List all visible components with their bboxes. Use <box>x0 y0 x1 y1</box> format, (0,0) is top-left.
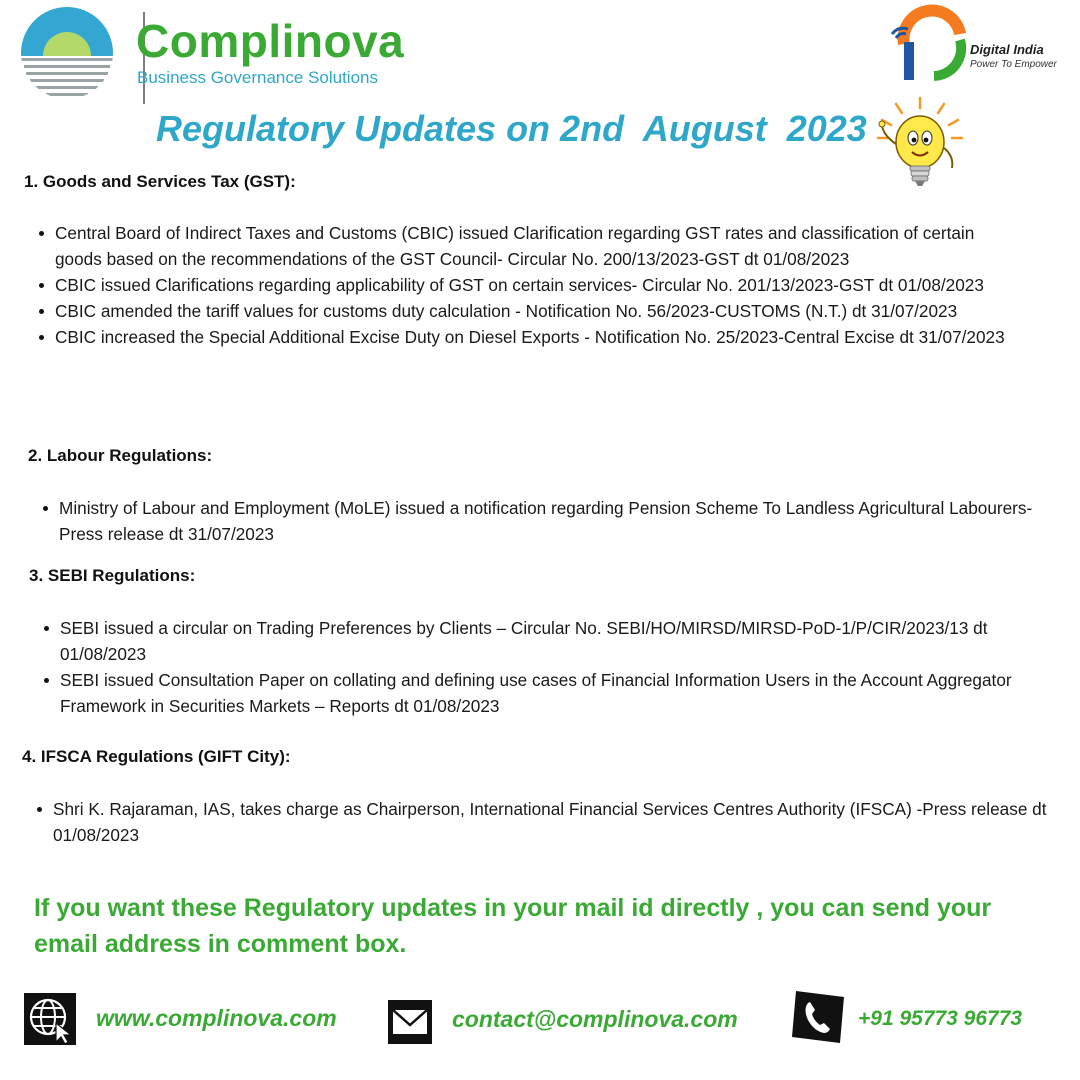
page-title: Regulatory Updates on 2nd August 2023 <box>156 108 867 149</box>
complinova-logo <box>20 6 420 102</box>
subscribe-message: If you want these Regulatory updates in your mail id directly , you can send your email address in comment box. <box>34 894 992 958</box>
brand-tagline: Business Governance Solutions <box>137 68 378 87</box>
sebi-update-list <box>60 615 1050 719</box>
ifsca-update-list <box>53 796 1053 848</box>
digital-india-logo-icon <box>890 4 972 86</box>
section-heading-ifsca: 4. IFSCA Regulations (GIFT City): <box>22 747 291 766</box>
phone-link[interactable]: +91 95773 96773 <box>858 1007 1023 1030</box>
list-item: SEBI issued Consultation Paper on collating and defining use cases of Financial Information Users in the Account Aggregator Framework in Securities Markets – Reports dt 01/08/2023 <box>60 667 1050 719</box>
email-link[interactable]: contact@complinova.com <box>452 1006 738 1032</box>
section-heading-sebi: 3. SEBI Regulations: <box>29 566 196 585</box>
list-item: Central Board of Indirect Taxes and Customs (CBIC) issued Clarification regarding GST rates and classification of certain goods based on the recommendations of the GST Council- Circular No. 200/13/2023-GST dt 01/08/2023 <box>55 220 1015 272</box>
section-heading-gst: 1. Goods and Services Tax (GST): <box>24 172 296 191</box>
lightbulb-icon <box>872 96 968 196</box>
list-item: SEBI issued a circular on Trading Preferences by Clients – Circular No. SEBI/HO/MIRSD/MIRSD-PoD-1/P/CIR/2023/13 dt 01/08/2023 <box>60 615 1050 667</box>
website-link[interactable]: www.complinova.com <box>96 1005 337 1031</box>
digital-india-logo <box>890 4 1070 86</box>
list-item: Ministry of Labour and Employment (MoLE) issued a notification regarding Pension Scheme To Landless Agricultural Labourers- Press release dt 31/07/2023 <box>59 495 1049 547</box>
phone-handset-icon <box>790 989 846 1045</box>
partner-name: Digital India <box>970 42 1044 57</box>
gst-update-list <box>55 220 1015 350</box>
brand-name: Complinova <box>136 15 405 67</box>
labour-update-list <box>59 495 1049 547</box>
globe-cursor-icon <box>24 993 76 1045</box>
sun-horizon-logo-icon <box>20 6 114 100</box>
list-item: CBIC issued Clarifications regarding applicability of GST on certain services- Circular No. 201/13/2023-GST dt 01/08/2023 <box>55 272 1015 298</box>
partner-tagline: Power To Empower <box>970 59 1057 70</box>
list-item: CBIC increased the Special Additional Excise Duty on Diesel Exports - Notification No. 25/2023-Central Excise dt 31/07/2023 <box>55 324 1015 350</box>
list-item: Shri K. Rajaraman, IAS, takes charge as Chairperson, International Financial Services Centres Authority (IFSCA) -Press release dt 01/08/2023 <box>53 796 1053 848</box>
list-item: CBIC amended the tariff values for customs duty calculation - Notification No. 56/2023-CUSTOMS (N.T.) dt 31/07/2023 <box>55 298 1015 324</box>
section-heading-labour: 2. Labour Regulations: <box>28 446 213 465</box>
envelope-icon <box>388 1000 432 1044</box>
